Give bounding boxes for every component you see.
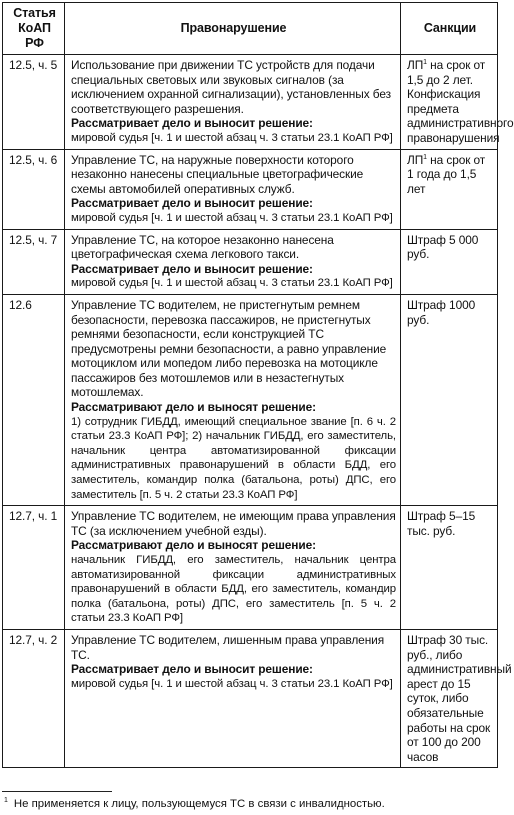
sanction-cell xyxy=(401,55,514,150)
offense-cell xyxy=(65,149,401,229)
reviewer-text: 1) сотрудник ГИБДД, имеющий специальное звание [п. 6 ч. 2 статьи 23.3 КоАП РФ]; 2) начальник ГИБДД, его заместитель, начальник центра автоматизированной фиксации административных правонарушений в области БДД, его заместитель, командир полка (батальона, роты) ДПС, его заместитель [п. 5 ч. 2 статьи 23.3 КоАП РФ] xyxy=(71,415,396,501)
footnote-ref: 1 xyxy=(423,153,427,161)
table-row xyxy=(3,629,498,767)
review-heading: Рассматривает дело и выносит решение: xyxy=(71,261,313,276)
table-row xyxy=(3,149,498,229)
sanction-text: на срок от 1,5 до 2 лет. Конфискация предмета административного правонарушения xyxy=(407,58,514,145)
article-cell: 12.6 xyxy=(3,294,65,505)
sanction-cell xyxy=(401,294,498,505)
reviewer-text: мировой судья [ч. 1 и шестой абзац ч. 3 статьи 23.1 КоАП РФ] xyxy=(71,677,393,690)
table-row xyxy=(3,229,498,294)
table-body xyxy=(3,55,514,768)
sanction-text: Штраф 5 000 руб. xyxy=(407,232,479,262)
offense-description: Управление ТС водителем, не имеющим права управления ТС (за исключением учебной езды). xyxy=(71,509,396,538)
review-heading: Рассматривают дело и выносят решение: xyxy=(71,538,316,553)
reviewer-text: мировой судья [ч. 1 и шестой абзац ч. 3 статьи 23.1 КоАП РФ] xyxy=(71,277,393,290)
article-cell: 12.7, ч. 1 xyxy=(3,506,65,630)
sanction-cell xyxy=(401,506,498,630)
table-row xyxy=(3,506,498,630)
table-header xyxy=(3,3,498,55)
offense-description: Использование при движении ТС устройств для подачи специальных световых или звуковых сигналов (за исключением охранной сигнализации), установленных без соответствующего разрешения. xyxy=(71,58,391,116)
reviewer-text: начальник ГИБДД, его заместитель, начальник центра автоматизированной фиксации административных правонарушений в области БДД, его заместитель, командир полка (батальона, роты) ДПС, его заместитель [п. 5 ч. 2 статьи 23.3 КоАП РФ] xyxy=(71,554,396,625)
sanction-cell xyxy=(401,149,498,229)
reviewer-text: мировой судья [ч. 1 и шестой абзац ч. 3 статьи 23.1 КоАП РФ] xyxy=(71,131,393,144)
sanction-text: Штраф 5–15 тыс. руб. xyxy=(407,509,476,538)
offenses-table xyxy=(2,2,514,768)
review-heading: Рассматривает дело и выносит решение: xyxy=(71,196,313,211)
review-heading: Рассматривают дело и выносят решение: xyxy=(71,400,316,415)
table-row xyxy=(3,55,498,150)
offense-description: Управление ТС, на которое незаконно нанесена цветографическая схема легкового такси. xyxy=(71,232,334,262)
article-cell: 12.5, ч. 5 xyxy=(3,55,65,150)
header-row xyxy=(3,3,498,55)
offense-description: Управление ТС водителем, лишенным права управления ТС. xyxy=(71,632,385,662)
sanction-text: на срок от 1 года до 1,5 лет xyxy=(407,152,486,196)
sanction-prefix: ЛП xyxy=(407,152,424,167)
offense-cell xyxy=(65,506,401,630)
sanction-cell xyxy=(401,229,498,294)
sanction-prefix: ЛП xyxy=(407,58,424,72)
article-cell: 12.7, ч. 2 xyxy=(3,629,65,767)
footnote-mark: 1 xyxy=(4,797,8,805)
header-offense: Правонарушение xyxy=(65,3,401,55)
sanction-cell xyxy=(401,629,512,767)
footnote xyxy=(4,797,385,811)
offense-cell xyxy=(65,294,401,505)
offense-cell xyxy=(65,229,401,294)
review-heading: Рассматривает дело и выносит решение: xyxy=(71,116,313,131)
footnote-text: Не применяется к лицу, пользующемуся ТС в связи с инвалидностью. xyxy=(13,798,385,810)
table-row xyxy=(3,294,498,505)
review-heading: Рассматривает дело и выносит решение: xyxy=(71,662,313,677)
footnote-divider xyxy=(2,791,112,792)
sanction-text: Штраф 1000 руб. xyxy=(407,297,476,327)
header-article: Статья КоАП РФ xyxy=(3,3,65,55)
offense-cell xyxy=(65,629,401,767)
offense-cell xyxy=(65,55,401,150)
article-cell: 12.5, ч. 6 xyxy=(3,149,65,229)
reviewer-text: мировой судья [ч. 1 и шестой абзац ч. 3 статьи 23.1 КоАП РФ] xyxy=(71,211,393,224)
offense-description: Управление ТС, на наружные поверхности которого незаконно нанесены специальные цветографические схемы автомобилей оперативных служб. xyxy=(71,152,364,196)
header-sanctions: Санкции xyxy=(401,3,498,55)
offense-description: Управление ТС водителем, не пристегнутым ремнем безопасности, перевозка пассажиров, не пристегнутых ремнями безопасности, если конструкцией ТС предусмотрены ремни безопасности, а равно управление мотоциклом или мопедом либо перевозка на мотоцикле пассажиров без мотошлемов или в незастегнутых мотошлемах. xyxy=(71,297,387,400)
article-cell: 12.5, ч. 7 xyxy=(3,229,65,294)
footnote-ref: 1 xyxy=(423,59,427,67)
sanction-text: Штраф 30 тыс. руб., либо административный арест до 15 суток, либо обязательные работы на срок от 100 до 200 часов xyxy=(407,632,512,764)
